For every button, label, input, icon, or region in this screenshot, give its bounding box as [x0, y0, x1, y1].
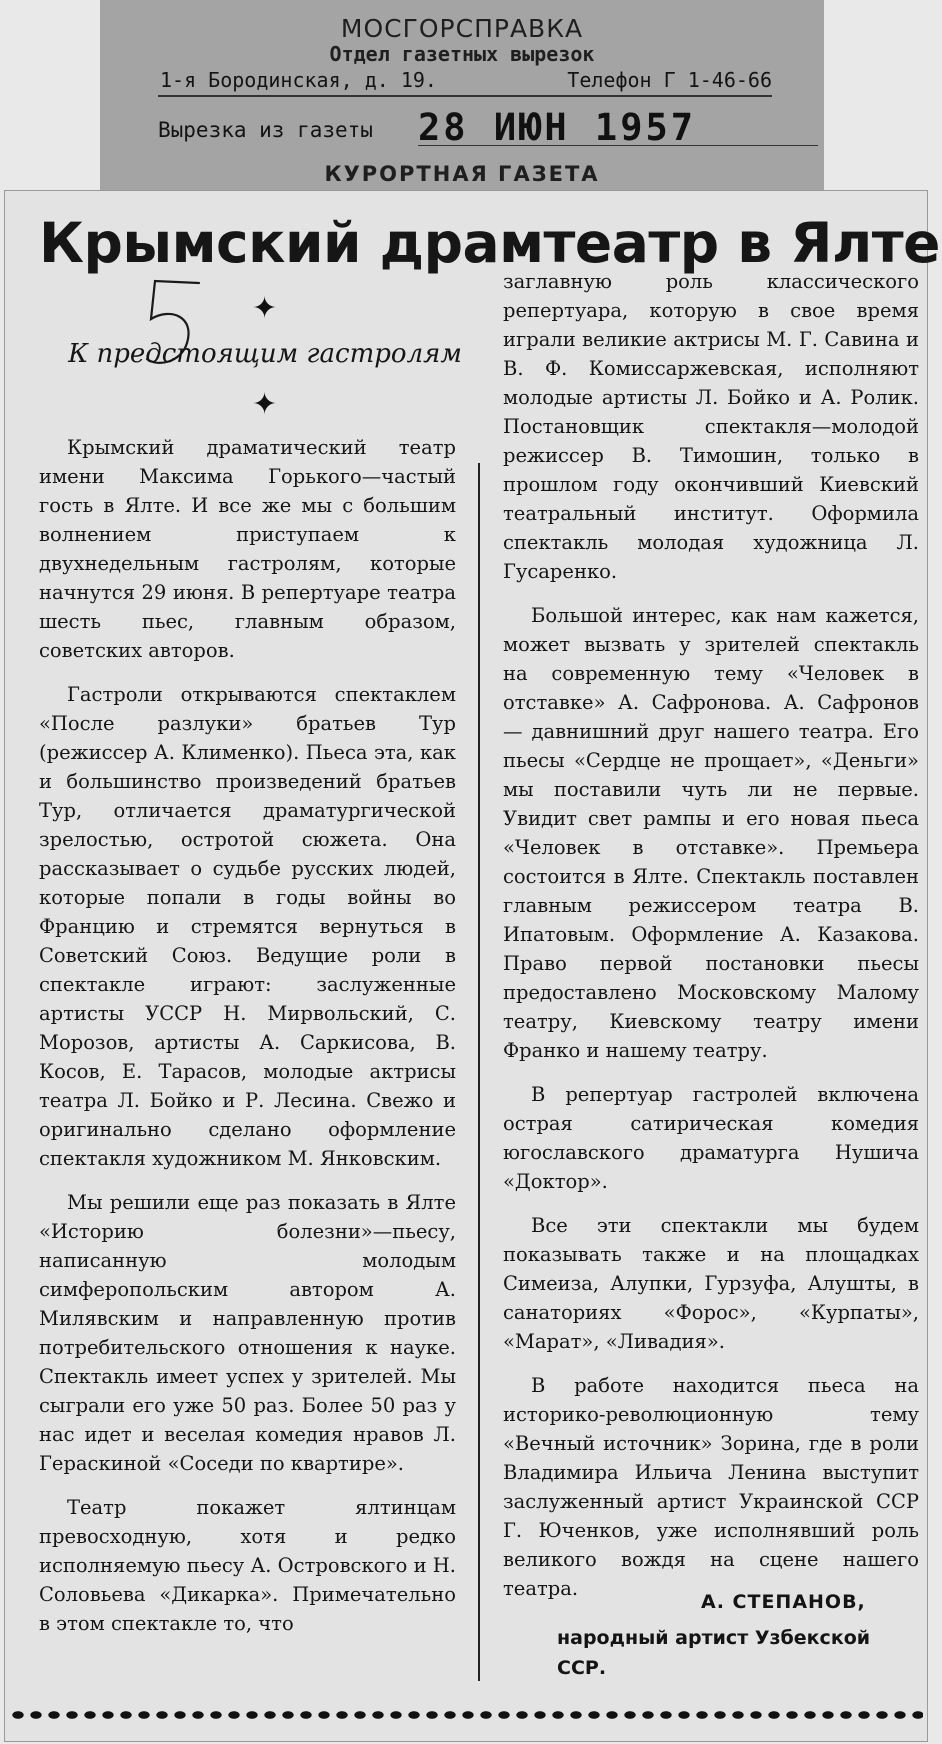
archive-stamp	[100, 0, 824, 192]
article-paragraph: В репертуар гастролей включена острая сатирическая комедия югославского драматурга Нушича «Доктор».	[503, 1083, 919, 1193]
article-paragraph: Все эти спектакли мы будем показывать также и на площадках Симеиза, Алупки, Гурзуфа, Алушты, в санаториях «Форос», «Курпаты», «Марат», «Ливадия».	[503, 1214, 919, 1353]
ornament-star-icon: ✦	[252, 387, 278, 422]
stamp-phone: Телефон Г 1-46-66	[567, 68, 772, 92]
column-divider	[478, 463, 480, 1681]
author-name: А. СТЕПАНОВ,	[701, 1591, 866, 1613]
stamp-divider	[158, 95, 772, 97]
newspaper-clipping	[4, 190, 940, 1742]
article-paragraph: Крымский драматический театр имени Максима Горького—частый гость в Ялте. И все же мы с большим волнением приступаем к двухнедельным гастролям, которые начнутся 29 июня. В репертуаре театра шесть пьес, главным образом, советских авторов.	[39, 436, 456, 662]
stamp-date: 28 ИЮН 1957	[418, 106, 697, 149]
article-paragraph: В работе находится пьеса на историко-революционную тему «Вечный источник» Зорина, где в роли Владимира Ильича Ленина выступит заслуженный артист Украинской ССР Г. Юченков, уже исполнявший роль великого вождя на сцене нашего театра.	[503, 1374, 919, 1600]
article-subhead: К предстоящим гастролям	[68, 339, 462, 369]
author-title: народный артист Узбекской ССР.	[557, 1627, 871, 1679]
article-column-right	[503, 267, 919, 1618]
article-headline: Крымский драмтеатр в Ялте	[39, 211, 940, 275]
article-paragraph: Гастроли открываются спектаклем «После разлуки» братьев Тур (режиссер А. Клименко). Пьеса эта, как и большинство произведений братьев Тур, отличается драматургической зрелостью, остротой сюжета. Она рассказывает о судьбе русских людей, которые попали в годы войны во Францию и стремятся вернуться в Советский Союз. Ведущие роли в спектакле играют: заслуженные артисты УССР Н. Мирвольский, С. Морозов, артисты А. Саркисова, В. Косов, Е. Тарасов, молодые актрисы театра Л. Бойко и Р. Лесина. Свежо и оригинально сделано оформление спектакля художником М. Янковским.	[39, 683, 456, 1170]
article-paragraph: заглавную роль классического репертуара, которую в свое время играли великие актрисы М. Г. Савина и В. Ф. Комиссаржевская, исполняют молодые артисты Л. Бойко и А. Ролик. Постановщик спектакля—молодой режиссер В. Тимошин, только в прошлом году окончивший Киевский театральный институт. Оформила спектакль молодая художница Л. Гусаренко.	[503, 270, 919, 583]
article-paragraph: Мы решили еще раз показать в Ялте «Историю болезни»—пьесу, написанную молодым симферопольским автором А. Милявским и направленную против потребительского отношения к науке. Спектакль имеет успех у зрителей. Мы сыграли его уже 50 раз. Более 50 раз у нас идет и веселая комедия нравов Л. Гераскиной «Соседи по квартире».	[39, 1191, 456, 1475]
stamp-department: Отдел газетных вырезок	[329, 42, 595, 66]
stamp-cut-label: Вырезка из газеты	[158, 118, 373, 142]
stamp-date-underline	[418, 145, 818, 146]
decorative-border	[9, 1707, 923, 1723]
ornament-star-icon: ✦	[252, 291, 278, 326]
stamp-organization: МОСГОРСПРАВКА	[340, 14, 584, 43]
article-paragraph: Театр покажет ялтинцам превосходную, хотя и редко исполняемую пьесу А. Островского и Н. Соловьева «Дикарка». Примечательно в этом спектакле то, что	[39, 1496, 456, 1635]
article-column-left	[39, 433, 456, 1653]
stamp-newspaper: КУРОРТНАЯ ГАЗЕТА	[324, 162, 600, 186]
article-paragraph: Большой интерес, как нам кажется, может вызвать у зрителей спектакль на современную тему «Человек в отставке» А. Сафронова. А. Сафронов — давнишний друг нашего театра. Его пьесы «Сердце не прощает», «Деньги» мы поставили чуть ли не первые. Увидит свет рампы и его новая пьеса «Человек в отставке». Премьера состоится в Ялте. Спектакль поставлен главным режиссером театра В. Ипатовым. Оформление А. Казакова. Право первой постановки пьесы предоставлено Московскому Малому театру, Киевскому театру имени Франко и нашему театру.	[503, 604, 919, 1062]
stamp-address: 1-я Бородинская, д. 19.	[160, 68, 437, 92]
